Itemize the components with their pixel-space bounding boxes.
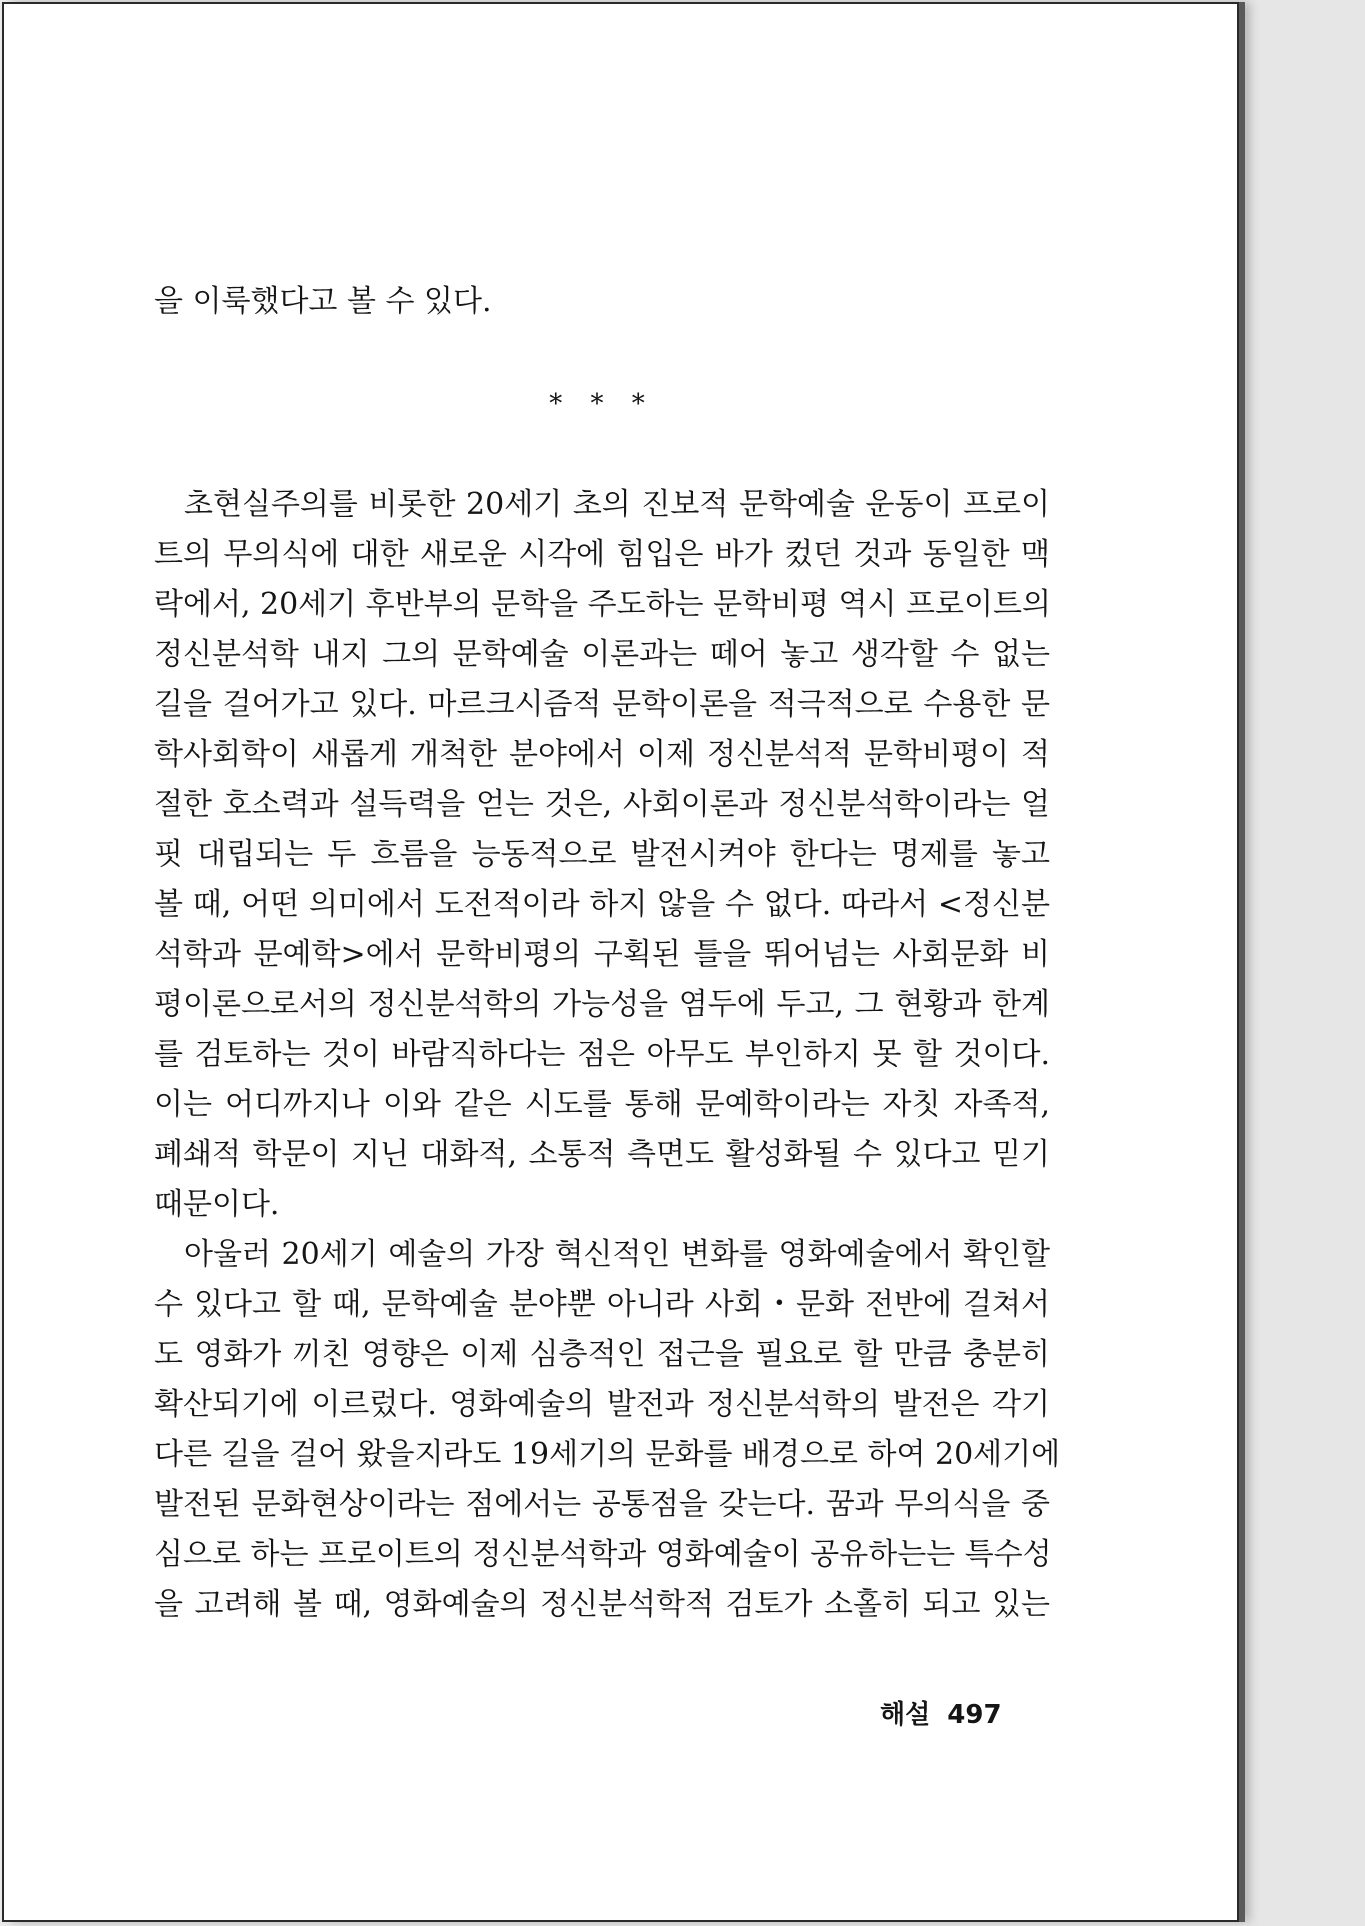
text-line: 이는 어디까지나 이와 같은 시도를 통해 문예학이라는 자칫 자족적, [154, 1087, 1050, 1122]
page-footer [880, 1695, 1080, 1735]
text-line: 발전된 문화현상이라는 점에서는 공통점을 갖는다. 꿈과 무의식을 중 [154, 1487, 1050, 1522]
text-line: 길을 걸어가고 있다. 마르크시즘적 문학이론을 적극적으로 수용한 문 [154, 687, 1050, 722]
page-number: 497 [947, 1700, 1002, 1730]
paragraph-1 [154, 480, 1050, 1230]
text-line: 핏 대립되는 두 흐름을 능동적으로 발전시켜야 한다는 명제를 놓고 [154, 837, 1050, 872]
text-line: 초현실주의를 비롯한 20세기 초의 진보적 문학예술 운동이 프로이 [184, 487, 1050, 522]
text-line: 도 영화가 끼친 영향은 이제 심층적인 접근을 필요로 할 만큼 충분히 [154, 1337, 1050, 1372]
text-line: 을 이룩했다고 볼 수 있다. [154, 284, 492, 319]
text-line: 락에서, 20세기 후반부의 문학을 주도하는 문학비평 역시 프로이트의 [154, 587, 1051, 622]
text-line: 폐쇄적 학문이 지닌 대화적, 소통적 측면도 활성화될 수 있다고 믿기 [154, 1137, 1050, 1172]
text-line: 다른 길을 걸어 왔을지라도 19세기의 문화를 배경으로 하여 20세기에 [154, 1437, 1061, 1472]
viewer-background [1247, 0, 1365, 1926]
text-line: 절한 호소력과 설득력을 얻는 것은, 사회이론과 정신분석학이라는 얼 [154, 787, 1050, 822]
text-line: 을 고려해 볼 때, 영화예술의 정신분석학적 검토가 소홀히 되고 있는 [154, 1587, 1050, 1622]
text-line: 석학과 문예학>에서 문학비평의 구획된 틀을 뛰어넘는 사회문화 비 [154, 937, 1050, 972]
section-separator: * * * [549, 389, 655, 419]
running-footer: 해설 [880, 1700, 931, 1730]
text-line: 트의 무의식에 대한 새로운 시각에 힘입은 바가 컸던 것과 동일한 맥 [154, 537, 1050, 572]
text-line: 수 있다고 할 때, 문학예술 분야뿐 아니라 사회・문화 전반에 걸쳐서 [154, 1287, 1050, 1322]
text-line: 정신분석학 내지 그의 문학예술 이론과는 떼어 놓고 생각할 수 없는 [154, 637, 1050, 672]
paragraph-2 [154, 1230, 1061, 1630]
text-line: 때문이다. [154, 1187, 280, 1222]
text-line: 평이론으로서의 정신분석학의 가능성을 염두에 두고, 그 현황과 한계 [154, 987, 1050, 1022]
text-line: 볼 때, 어떤 의미에서 도전적이라 하지 않을 수 없다. 따라서 <정신분 [154, 887, 1050, 922]
body-text [154, 480, 1061, 1630]
first-line-block [154, 277, 1050, 327]
text-line: 를 검토하는 것이 바람직하다는 점은 아무도 부인하지 못 할 것이다. [154, 1037, 1050, 1072]
text-line: 학사회학이 새롭게 개척한 분야에서 이제 정신분석적 문학비평이 적 [154, 737, 1050, 772]
text-line: 확산되기에 이르렀다. 영화예술의 발전과 정신분석학의 발전은 각기 [154, 1387, 1050, 1422]
text-line: 아울러 20세기 예술의 가장 혁신적인 변화를 영화예술에서 확인할 [184, 1237, 1050, 1272]
text-line: 심으로 하는 프로이트의 정신분석학과 영화예술이 공유하는는 특수성 [154, 1537, 1052, 1572]
